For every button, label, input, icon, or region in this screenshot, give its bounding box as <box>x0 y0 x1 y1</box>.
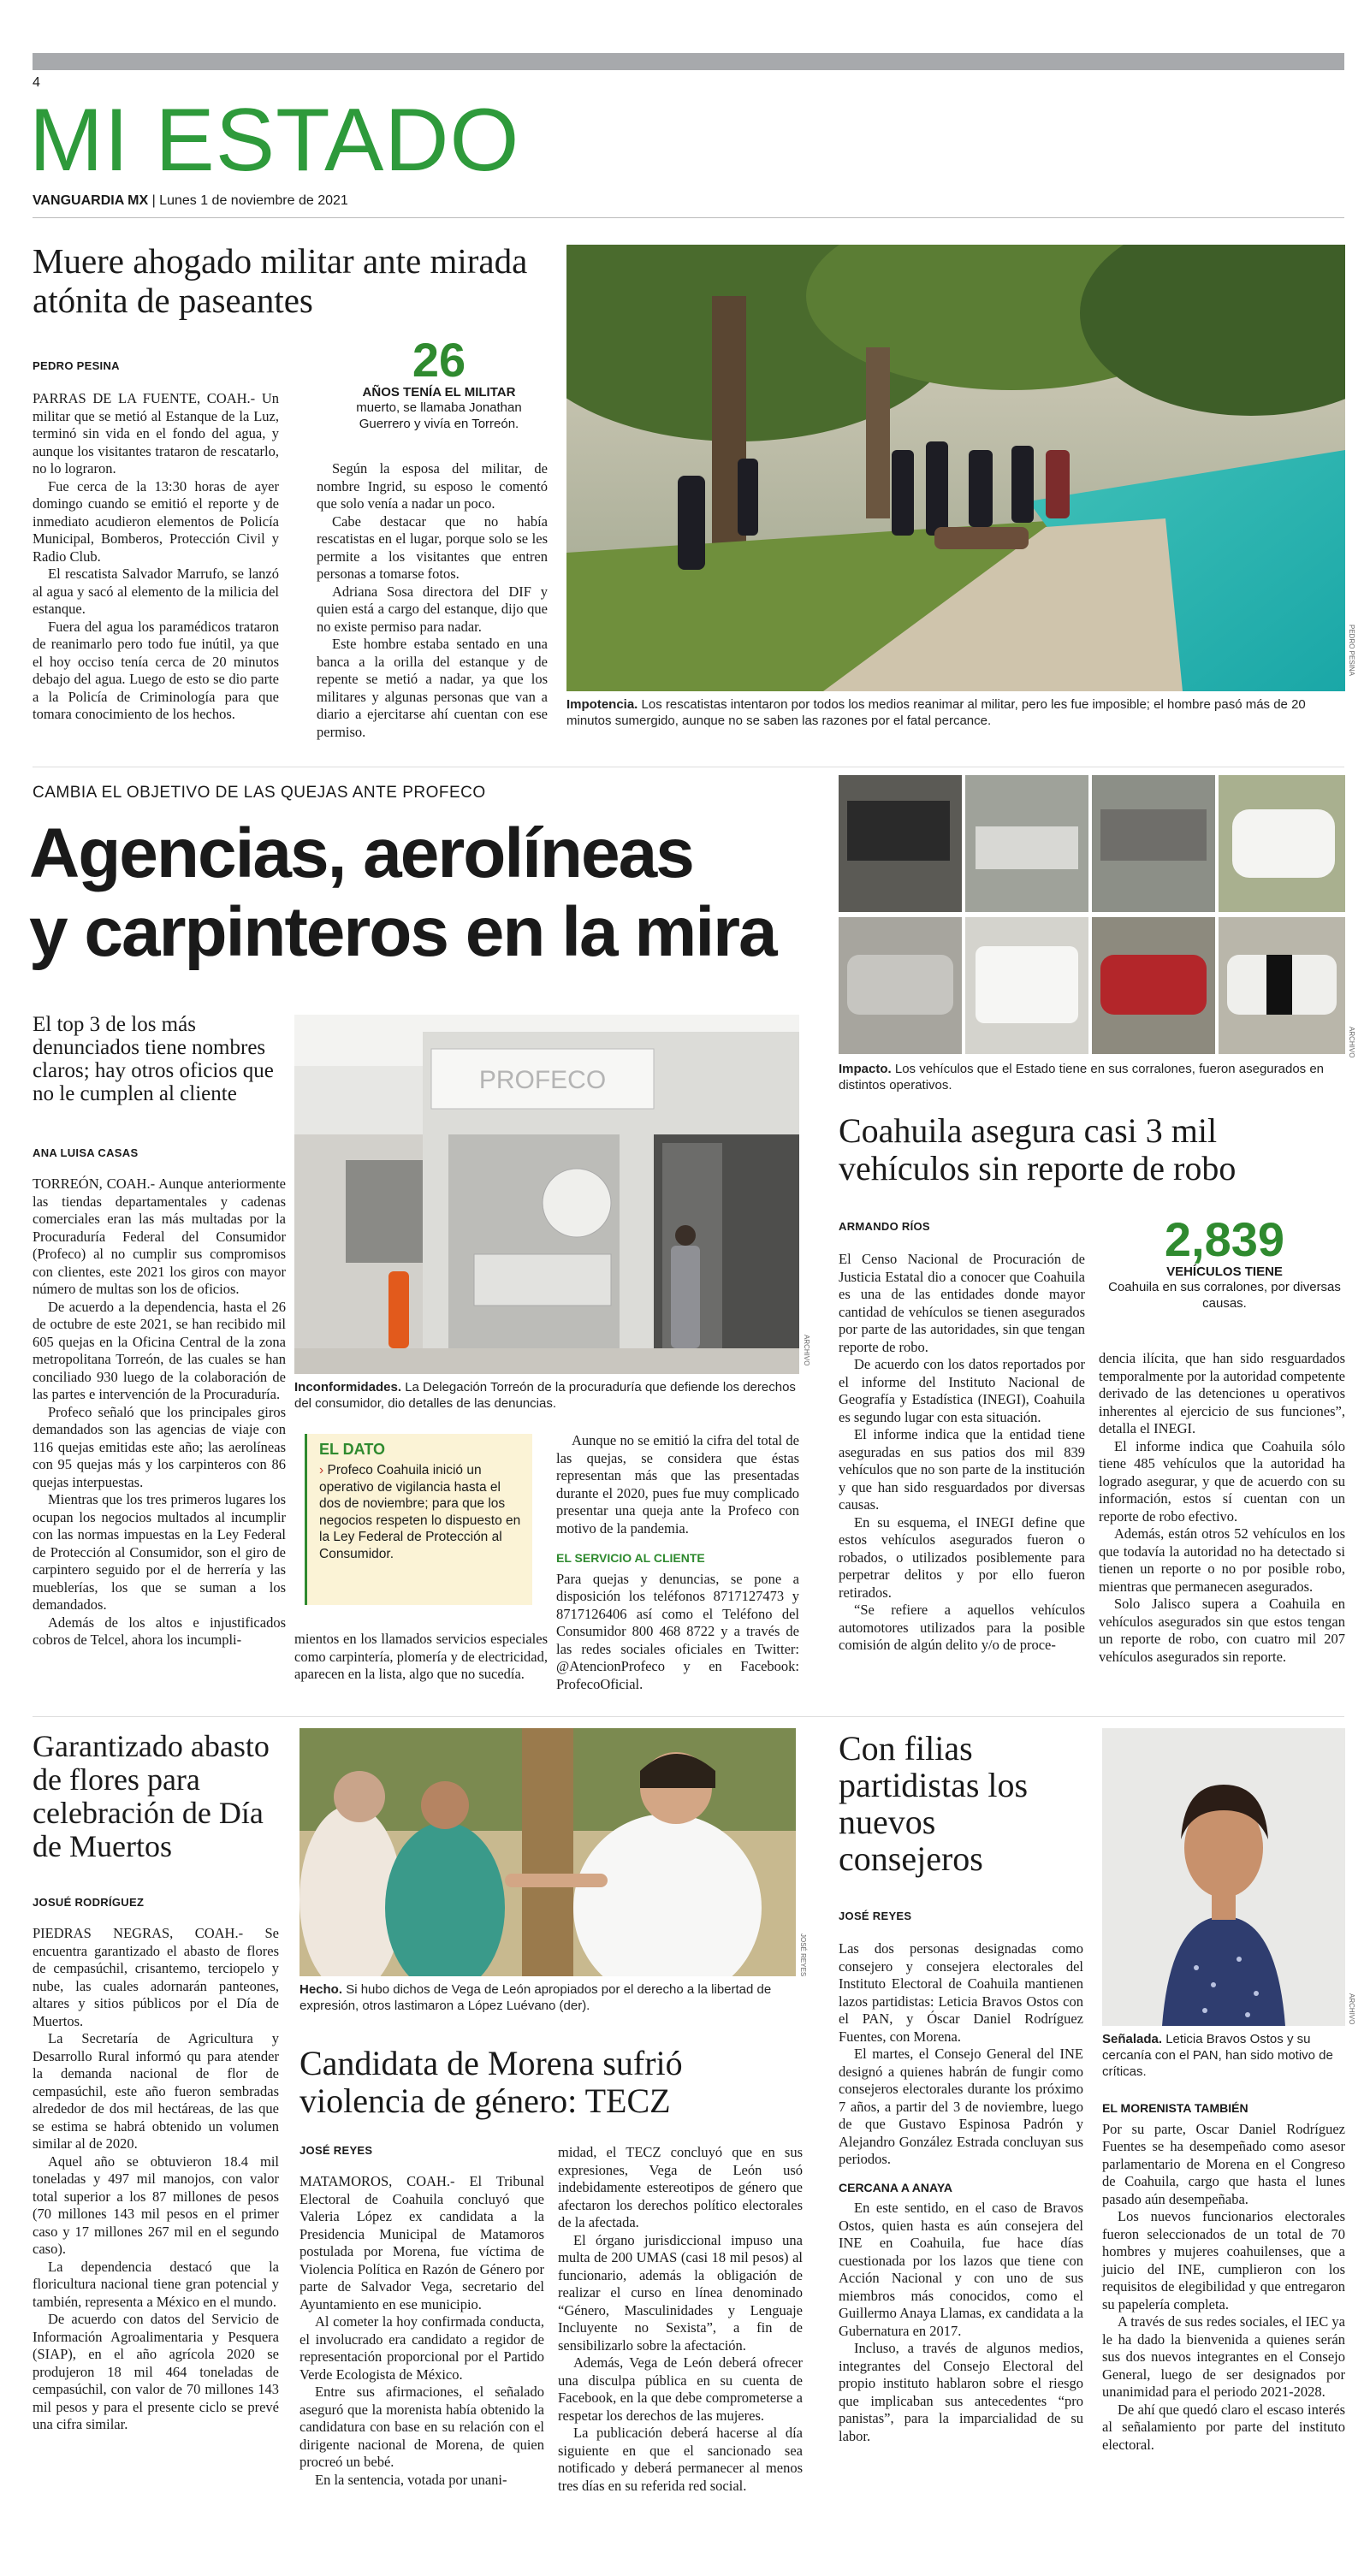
stat-text: Coahuila en sus corralones, por diversas causas. <box>1108 1280 1341 1311</box>
paragraph: Fue cerca de la 13:30 horas de ayer domingo cuando se emitió el reporte y de inmediato acudieron elementos de Policía Municipal, Bomberos, Protección Civil y Radio Club. <box>33 477 279 565</box>
headline: Con filias partidistas los nuevos consejeros <box>839 1729 1029 1878</box>
paragraph: El informe indica que la entidad tiene aseguradas en sus patios dos mil 839 vehículos que no son parte de la institución y que han sido resguardados por diversas causas. <box>839 1426 1085 1513</box>
headline: Coahuila asegura casi 3 mil vehículos sin reporte de robo <box>839 1111 1237 1187</box>
paragraph: En la sentencia, votada por unani- <box>315 2471 507 2488</box>
article-col-1 <box>33 390 279 724</box>
photo-caption <box>566 696 1345 729</box>
page-number: 4 <box>33 75 40 90</box>
rescue-photo <box>566 245 1345 691</box>
headline: Garantizado abasto de flores para celebración de Día de Muertos <box>33 1729 270 1863</box>
headline: Candidata de Morena sufrió violencia de género: TECZ <box>300 2044 683 2120</box>
caption-lead: Señalada. <box>1102 2032 1163 2046</box>
caption-lead: Impacto. <box>839 1062 892 1076</box>
el-dato-box <box>305 1434 532 1605</box>
caption-text: Los vehículos que el Estado tiene en sus corralones, fueron asegurados en distintos operativos. <box>839 1062 1325 1093</box>
byline: ANA LUISA CASAS <box>33 1146 139 1159</box>
paragraph: Este hombre estaba sentado en una banca a la orilla del estanque y de repente se metió a nadar, ya que los militares y algunas personas que van a diario a ejercitarse ahí cuentan con ese permiso. <box>317 636 548 740</box>
el-dato-body: Profeco Coahuila inició un operativo de vigilancia hasta el dos de noviembre; para que los negocios respeten lo dispuesto en la Ley Federal de Protección al Consumidor. <box>319 1463 521 1561</box>
paragraph: Además, Vega de León deberá ofrecer una disculpa pública en su cuenta de Facebook, en la que debe comprometerse a respetar los derechos de las mujeres. <box>558 2354 803 2424</box>
article-col-1 <box>33 1175 286 1649</box>
el-dato-text <box>319 1462 522 1562</box>
paragraph: Adriana Sosa directora del DIF y quien está a cargo del estanque, dijo que no existe permiso para nadar. <box>317 583 548 635</box>
masthead-line: VANGUARDIA MX | Lunes 1 de noviembre de 2021 <box>33 193 348 208</box>
issue-date: Lunes 1 de noviembre de 2021 <box>159 193 348 208</box>
article-col-2 <box>558 2144 803 2495</box>
paragraph: Incluso, a través de algunos medios, integrantes del Consejo Electoral del propio instituto hablaron sobre el riesgo que implicaban sus antecedentes “pro panistas”, para la imparcialidad de su labor. <box>839 2340 1083 2444</box>
paragraph: Al cometer la hoy confirmada conducta, el involucrado era candidato a regidor de representación proporcional por el Partido Verde Ecologista de México. <box>300 2313 544 2383</box>
stat-text: muerto, se llamaba Jonathan Guerrero y vivía en Torreón. <box>356 400 522 431</box>
photo-caption <box>839 1061 1345 1093</box>
paragraph: Solo Jalisco supera a Coahuila en vehículos asegurados sin que estos tengan un reporte de robo, con cuatro mil 207 vehículos asegurados sin reporte. <box>1099 1596 1345 1665</box>
publication-name: VANGUARDIA MX <box>33 193 149 208</box>
el-dato-title: EL DATO <box>319 1441 386 1458</box>
subhead: CERCANA A ANAYA <box>839 2180 953 2194</box>
headline: Muere ahogado militar ante mirada atónita de paseantes <box>33 241 528 320</box>
paragraph: El Censo Nacional de Procuración de Justicia Estatal dio a conocer que Coahuila es una de las entidades donde mayor cantidad de vehículos se tienen asegurados por parte de las autoridades, sin que tengan reporte de robo. <box>839 1251 1085 1355</box>
paragraph: En su esquema, el INEGI define que estos vehículos asegurados fueron o robados, o utilizados posiblemente para perpetrar delitos y por ello fueron retirados. <box>839 1513 1085 1601</box>
paragraph: dencia ilícita, que han sido resguardados temporalmente por la autoridad competente derivado de las detenciones u operativos inherentes al ejercicio de sus funciones”, detalla el INEGI. <box>1099 1350 1345 1436</box>
paragraph: Cabe destacar que no había rescatistas en el lugar, porque solo se les permite a los visitantes que entren personas a tomarse fotos. <box>317 512 548 582</box>
paragraph: De acuerdo con datos del Servicio de Información Agroalimentaria y Pesquera (SIAP), en el año agrícola 2020 se produjeron 18 mil 464 toneladas de cempasúchil, con valor de 70 millones 143 mil pesos y para el presente ciclo se prevé una cifra similar. <box>33 2311 279 2432</box>
paragraph: TORREÓN, COAH.- Aunque anteriormente las tiendas departamentales y cadenas comerciales eran las más multadas por la Procuraduría Federal del Consumidor (Profeco) al no cumplir sus compromisos con clientes, este 2021 los giros con mayor número de multas son los de oficios. <box>33 1175 286 1297</box>
photo-credit: JOSÉ REYES <box>799 1933 807 1977</box>
paragraph: La Secretaría de Agricultura y Desarrollo Rural informó qu para atender la demanda nacional de flor de cempasúchil, este año fueron sembradas alrededor de dos mil hectáreas, de las que se estima se habrá obtenido un volumen similar al de 2020. <box>33 2030 279 2152</box>
paragraph: El informe indica que Coahuila sólo tiene 485 vehículos que la autoridad ha logrado asegurar, y que de acuerdo con su información, estos sí cuentan con un reporte de robo efectivo. <box>1099 1437 1345 1525</box>
article-col-1 <box>300 2173 544 2489</box>
paragraph: De ahí que quedó claro el escaso interés al señalamiento por parte del instituto electoral. <box>1102 2401 1345 2453</box>
stat-label: AÑOS TENÍA EL MILITAR <box>362 385 516 400</box>
article-col-2 <box>317 460 548 741</box>
photo-caption <box>300 1981 796 2014</box>
bullet-icon: › <box>319 1463 324 1477</box>
paragraph: Para quejas y denuncias, se pone a disposición los teléfonos 8717127473 y 8717126406 así como el Teléfono del Consumidor 800 468 8722 y a través de las redes sociales oficiales en Twitter: @AtencionProfeco y en Facebook: ProfecoOficial. <box>556 1570 799 1692</box>
paragraph: El martes, el Consejo General del INE designó a quienes habrán de fungir como consejeros electorales durante los próximo 7 años, a partir del 3 de noviembre, luego de que Gustavo Espinosa Padrón y Alejandro González Estrada concluyan sus periodos. <box>839 2046 1083 2167</box>
paragraph: El órgano jurisdiccional impuso una multa de 200 UMAS (casi 18 mil pesos) al funcionario, además la obligación de realizar el curso en línea denominado “Género, Masculinidades y Lenguaje Incluyente no Sexista”, a fin de sensibilizarlo sobre la afectación. <box>558 2231 803 2354</box>
header-rule <box>33 217 1344 218</box>
photo-credit: ARCHIVO <box>1348 1993 1355 2025</box>
caption-text: Leticia Bravos Ostos y su cercanía con el PAN, han sido motivo de críticas. <box>1102 2032 1333 2079</box>
main-headline <box>29 814 833 972</box>
paragraph: Mientras que los tres primeros lugares los ocupan los negocios multados al incumplir con las normas impuestas en la Ley Federal de Protección al Consumidor, son el giro de carpintero seguido por el de herrería y las mueblerías, los que se suman a los demandados. <box>33 1491 286 1613</box>
caption-text: Si hubo dichos de Vega de León apropiados por el derecho a la libertad de expresión, otros lastimaron a López Luévano (der). <box>300 1982 772 2013</box>
photo-caption <box>1102 2031 1345 2080</box>
paragraph: Fuera del agua los paramédicos trataron de reanimarlo pero todo fue inútil, ya que el hoy occiso tenía cerca de 20 minutos debajo del agua. Luego de esto se dio parte a la Policía de Criminología para que tomara conocimiento de los hechos. <box>33 618 279 722</box>
paragraph: midad, el TECZ concluyó que en sus expresiones, Vega de León usó indebidamente estereotipos de género que afectaron los derechos político electorales de la afectada. <box>558 2144 803 2230</box>
stat-number: 26 <box>412 333 466 387</box>
article-col-1 <box>839 1940 1083 2445</box>
article-col-2 <box>1102 2099 1345 2454</box>
photo-caption <box>294 1379 799 1412</box>
kicker: CAMBIA EL OBJETIVO DE LAS QUEJAS ANTE PROFECO <box>33 784 486 802</box>
photo-credit: PEDRO PESINA <box>1348 625 1355 677</box>
article-col-2 <box>1099 1350 1345 1666</box>
subhead: EL SERVICIO AL CLIENTE <box>556 1551 705 1565</box>
article-col-continue <box>294 1631 548 1684</box>
article-col-1 <box>33 1925 279 2434</box>
section-title: MI ESTADO <box>29 91 520 190</box>
subhead: EL MORENISTA TAMBIÉN <box>1102 2101 1248 2115</box>
paragraph: Por su parte, Oscar Daniel Rodríguez Fuentes se ha desempeñado como asesor parlamentario de Morena en el Congreso de Coahuila, cargo que hasta el lunes pasado aún desempeñaba. <box>1102 2120 1345 2207</box>
paragraph: Los nuevos funcionarios electorales fueron seleccionados de un total de 70 hombres y mujeres coahuilenses, que a juicio del INE, cumplieron con los requisitos de elegibilidad y que entregaron su papelería completa. <box>1102 2208 1345 2312</box>
paragraph: Aquel año se obtuvieron 18.4 mil toneladas y 497 mil manojos, con valor total superior a los 87 millones de pesos (70 millones 143 mil pesos en el primer caso y 17 millones 267 mil en el segundo caso). <box>33 2153 279 2257</box>
paragraph: De acuerdo a la dependencia, hasta el 26 de octubre de este 2021, se han recibido mil 605 quejas en la Oficina Central de la zona metropolitana Torreón, de las cuales se han conciliado 930 luego de la colaboración de las partes e intervención de la Procuraduría. <box>33 1298 286 1402</box>
photo-credit: ARCHIVO <box>1348 1027 1355 1058</box>
byline: PEDRO PESINA <box>33 359 120 372</box>
top-bar <box>33 53 1344 70</box>
paragraph: “Se refiere a aquellos vehículos automotores utilizados para la posible comisión de algún delito y/o de proce- <box>839 1602 1085 1653</box>
headline-line-1: Agencias, aerolíneas <box>29 814 693 892</box>
caption-lead: Impotencia. <box>566 697 638 712</box>
article-col-3 <box>556 1432 799 1693</box>
paragraph: Además de los altos e injustificados cobros de Telcel, ahora los incumpli- <box>33 1614 286 1648</box>
profeco-photo <box>294 1015 799 1374</box>
caption-lead: Inconformidades. <box>294 1380 402 1395</box>
portrait-photo <box>1102 1728 1345 2026</box>
byline: JOSÉ REYES <box>839 1910 912 1922</box>
byline: JOSÉ REYES <box>300 2144 373 2157</box>
caption-text: Los rescatistas intentaron por todos los medios reanimar al militar, pero les fue imposible; el hombre pasó más de 20 minutos sumergido, aunque no se saben las razones por el fatal percance. <box>566 697 1306 728</box>
stat-number: 2,839 <box>1164 1212 1285 1266</box>
paragraph: PIEDRAS NEGRAS, COAH.- Se encuentra garantizado el abasto de flores de cempasúchil, crisantemo, terciopelo y nube, las cuales adornarán panteones, altares y sitios públicos por el Día de Muertos. <box>33 1925 279 2029</box>
section-divider <box>33 1716 1344 1717</box>
paragraph: Aunque no se emitió la cifra del total de las quejas, se considera que éstas representan más que las presentadas durante el 2020, pues fue muy complicado presentar una queja ante la Profeco con motivo de la pandemia. <box>556 1432 799 1537</box>
byline: ARMANDO RÍOS <box>839 1220 930 1233</box>
paragraph: mientos en los llamados servicios especiales como carpintería, plomería y de electricidad, aparecen en la lista, algo que no sucedía. <box>294 1631 548 1682</box>
paragraph: A través de sus redes sociales, el IEC ya le ha dado la bienvenida a quienes serán sus dos nuevos integrantes en el Consejo General, luego de ser designados por unanimidad para el periodo 2021-2028. <box>1102 2313 1345 2400</box>
paragraph: De acuerdo con los datos reportados por el informe del Instituto Nacional de Geografía y Estadística (INEGI), Coahuila es segundo lugar con esta situación. <box>839 1356 1085 1425</box>
paragraph: MATAMOROS, COAH.- El Tribunal Electoral de Coahuila concluyó que Valeria López ex candidata a la Presidencia Municipal de Matamoros postulada por Morena, fue víctima de Violencia Política en Razón de Género por parte de Salvador Vega, secretario del Ayuntamiento en ese municipio. <box>300 2173 544 2312</box>
deck: El top 3 de los más denunciados tiene nombres claros; hay otros oficios que no le cumplen al cliente <box>33 1013 274 1105</box>
stat-label: VEHÍCULOS TIENE <box>1166 1264 1283 1279</box>
headline-line-2: y carpinteros en la mira <box>29 893 776 971</box>
candidates-photo <box>300 1728 796 1976</box>
paragraph: Además, están otros 52 vehículos en los que todavía la autoridad no ha detectado si tienen un reporte o no por posible robo, mientras que permanecen asegurados. <box>1099 1525 1345 1595</box>
article-col-1 <box>839 1251 1085 1655</box>
building-sign: PROFECO <box>478 1066 607 1094</box>
caption-lead: Hecho. <box>300 1982 343 1997</box>
paragraph: Según la esposa del militar, de nombre Ingrid, su esposo le comentó que solo venía a nadar un poco. <box>317 460 548 512</box>
paragraph: PARRAS DE LA FUENTE, COAH.- Un militar que se metió al Estanque de la Luz, terminó sin vida en el fondo del agua, y aunque los visitantes trataron de rescatarlo, no lo lograron. <box>33 390 279 477</box>
paragraph: Las dos personas designadas como consejero y consejera electorales del Instituto Electoral de Coahuila mantienen lazos partidistas: Leticia Bravos Ostos con el PAN, y Óscar Daniel Rodríguez Fuentes, con Morena. <box>839 1940 1083 2045</box>
byline: JOSUÉ RODRÍGUEZ <box>33 1896 145 1909</box>
caption-text: La Delegación Torreón de la procuraduría que defiende los derechos del consumidor, dio detalles de las denuncias. <box>294 1380 796 1411</box>
photo-credit: ARCHIVO <box>803 1335 810 1366</box>
paragraph: En este sentido, en el caso de Bravos Ostos, quien hasta es aún consejera del INE en Coahuila, fue hace días cuestionada por los lazos que tiene con Acción Nacional y con uno de sus miembros más conocidos, como el Guillermo Anaya Llamas, ex candidata a la Gubernatura en 2017. <box>839 2200 1083 2339</box>
paragraph: Entre sus afirmaciones, el señalado aseguró que la morenista había obtenido la candidatura con base en su relación con el dirigente nacional de Morena, de quien procreó un bebé. <box>300 2384 544 2470</box>
paragraph: La publicación deberá hacerse al día siguiente en que el sancionado sea notificado y deberá permanecer al menos tres días en su referida red social. <box>558 2425 803 2494</box>
paragraph: El rescatista Salvador Marrufo, se lanzó al agua y sacó al elemento de la milicia del estanque. <box>33 566 279 617</box>
stat-box <box>1104 1212 1345 1312</box>
impounded-vehicles-photo <box>839 775 1345 1054</box>
paragraph: La dependencia destacó que la floricultura nacional tiene gran potencial y también, representa a México en el mundo. <box>33 2258 279 2310</box>
paragraph: Profeco señaló que los principales giros demandados son las agencias de viaje con 116 quejas emitidas este año; las aerolíneas con 95 quejas más y los carpinteros con 86 quejas interpuestas. <box>33 1403 286 1490</box>
stat-box <box>332 335 546 432</box>
